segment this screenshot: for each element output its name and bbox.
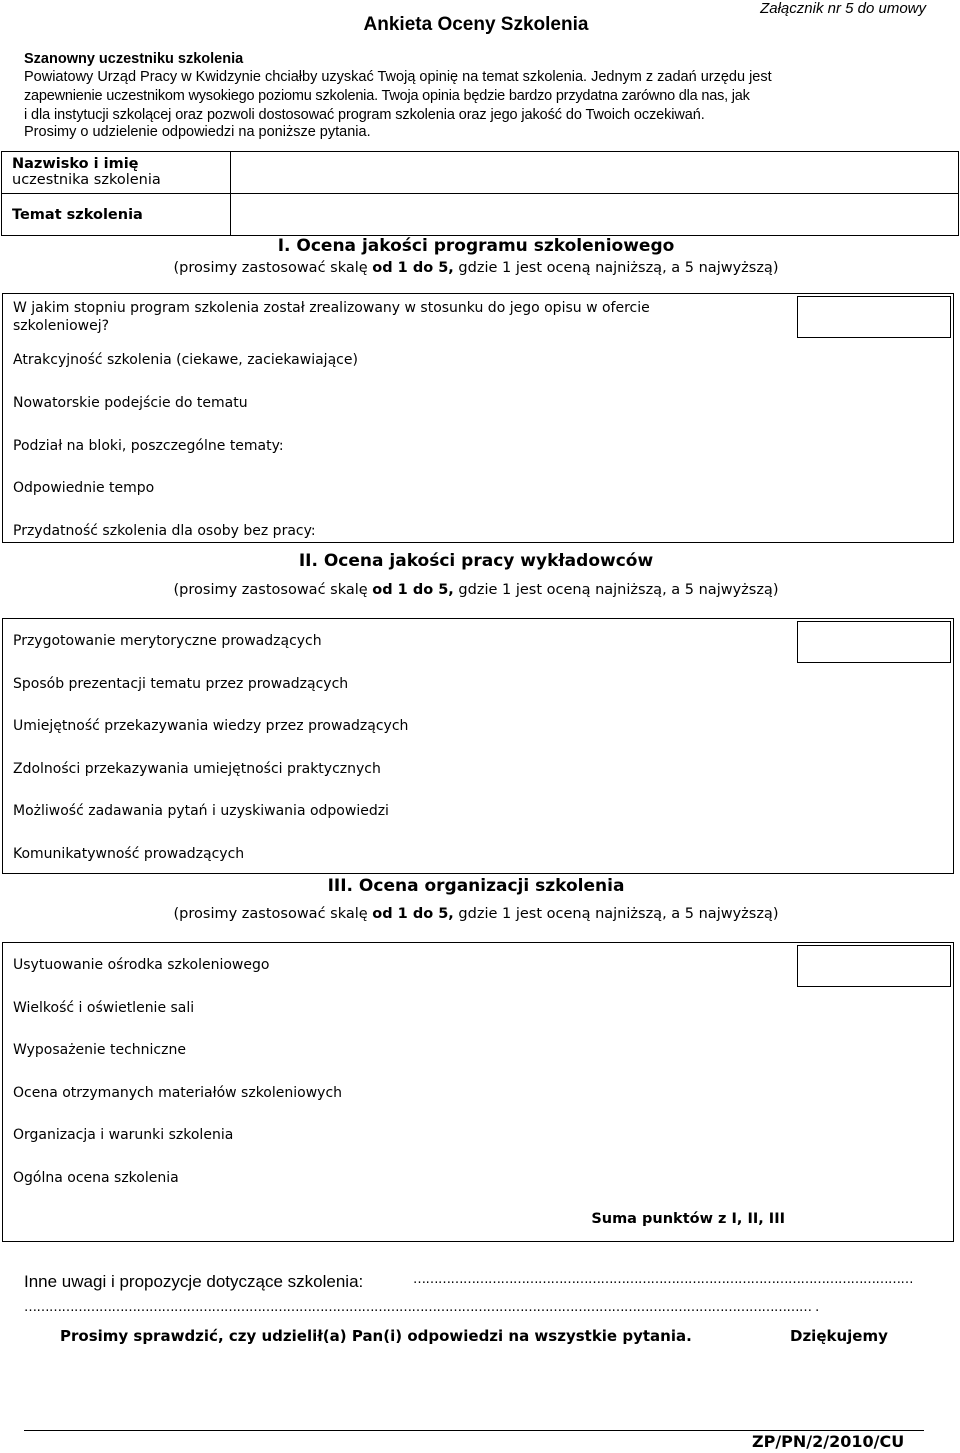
topic-label-cell bbox=[2, 194, 231, 236]
question-text: W jakim stopniu program szkolenia został zrealizowany w stosunku do jego opisu w ofercie bbox=[13, 300, 650, 316]
topic-label: Temat szkolenia bbox=[12, 206, 143, 223]
section-2-scale-note bbox=[0, 582, 952, 598]
intro-line-4: Prosimy o udzielenie odpowiedzi na poniższe pytania. bbox=[24, 124, 371, 140]
section-3-heading: III. Ocena organizacji szkolenia bbox=[327, 876, 625, 896]
participant-table bbox=[1, 151, 959, 236]
question-text: Usytuowanie ośrodka szkoleniowego bbox=[13, 957, 270, 973]
sum-label: Suma punktów z I, II, III bbox=[591, 1211, 785, 1227]
question-text: szkoleniowej? bbox=[13, 318, 110, 334]
question-text: Umiejętność przekazywania wiedzy przez prowadzących bbox=[13, 718, 409, 734]
section-3-table bbox=[2, 942, 954, 1242]
question-text: Przygotowanie merytoryczne prowadzących bbox=[13, 633, 322, 649]
name-label: Nazwisko i imię bbox=[12, 156, 139, 172]
intro-line-1: Powiatowy Urząd Pracy w Kwidzynie chciałby uzyskać Twoją opinię na temat szkolenia. Jednym z zadań urzędu jest bbox=[24, 69, 772, 85]
scale-note-bold: od 1 do 5, bbox=[372, 906, 454, 922]
page-title: Ankieta Oceny Szkolenia bbox=[363, 14, 589, 35]
topic-field[interactable] bbox=[231, 194, 959, 236]
question-text: Nowatorskie podejście do tematu bbox=[13, 395, 248, 411]
scale-note-prefix: (prosimy zastosować skalę bbox=[173, 260, 373, 276]
scale-note-prefix: (prosimy zastosować skalę bbox=[173, 582, 373, 598]
question-text: Wyposażenie techniczne bbox=[13, 1042, 186, 1058]
question-text: Możliwość zadawania pytań i uzyskiwania odpowiedzi bbox=[13, 803, 389, 819]
other-remarks-line-2[interactable]: ……………………………………………………………………………………………………………………………………………………………………… . bbox=[24, 1300, 819, 1315]
score-box[interactable] bbox=[797, 296, 951, 338]
check-answers-note: Prosimy sprawdzić, czy udzielił(a) Pan(i) odpowiedzi na wszystkie pytania. bbox=[60, 1327, 692, 1345]
scale-note-suffix: gdzie 1 jest oceną najniższą, a 5 najwyższą) bbox=[453, 906, 779, 922]
scale-note-bold: od 1 do 5, bbox=[372, 260, 454, 276]
question-text: Komunikatywność prowadzących bbox=[13, 846, 245, 862]
score-box[interactable] bbox=[797, 945, 951, 987]
document-code: ZP/PN/2/2010/CU bbox=[752, 1432, 905, 1451]
scale-note-bold: od 1 do 5, bbox=[372, 582, 454, 598]
question-text: Atrakcyjność szkolenia (ciekawe, zaciekawiające) bbox=[13, 352, 358, 368]
score-box[interactable] bbox=[797, 621, 951, 663]
intro-line-2: zapewnienie uczestnikom wysokiego poziomu szkolenia. Twoja opinia będzie bardzo przydatna zarówno dla nas, jak bbox=[24, 88, 750, 104]
section-1-heading: I. Ocena jakości programu szkoleniowego bbox=[277, 236, 675, 256]
question-text: Odpowiednie tempo bbox=[13, 480, 155, 496]
scale-note-prefix: (prosimy zastosować skalę bbox=[173, 906, 373, 922]
scale-note-suffix: gdzie 1 jest oceną najniższą, a 5 najwyższą) bbox=[453, 260, 779, 276]
question-text: Zdolności przekazywania umiejętności praktycznych bbox=[13, 761, 381, 777]
section-2-heading: II. Ocena jakości pracy wykładowców bbox=[298, 551, 654, 571]
question-text: Przydatność szkolenia dla osoby bez pracy: bbox=[13, 523, 316, 539]
name-label-sub: uczestnika szkolenia bbox=[12, 172, 161, 188]
question-text: Podział na bloki, poszczególne tematy: bbox=[13, 438, 284, 454]
section-3-scale-note bbox=[0, 906, 952, 922]
section-1-scale-note bbox=[0, 260, 952, 276]
footer-divider bbox=[24, 1430, 924, 1431]
section-2-table bbox=[2, 618, 954, 874]
question-text: Ocena otrzymanych materiałów szkoleniowych bbox=[13, 1085, 343, 1101]
other-remarks-label: Inne uwagi i propozycje dotyczące szkolenia: bbox=[24, 1272, 364, 1291]
question-text: Wielkość i oświetlenie sali bbox=[13, 1000, 195, 1016]
scale-note-suffix: gdzie 1 jest oceną najniższą, a 5 najwyższą) bbox=[453, 582, 779, 598]
intro-line-3: i dla instytucji szkolącej oraz pozwoli dostosować program szkolenia oraz jego jakość do Twoich oczekiwań. bbox=[24, 107, 705, 123]
question-text: Organizacja i warunki szkolenia bbox=[13, 1127, 234, 1143]
thanks-text: Dziękujemy bbox=[790, 1327, 888, 1345]
other-remarks-line-1[interactable]: ………………………………………………………………………………………………………… bbox=[413, 1272, 913, 1287]
section-1-table bbox=[2, 293, 954, 543]
greeting: Szanowny uczestniku szkolenia bbox=[24, 51, 244, 67]
annex-label: Załącznik nr 5 do umowy bbox=[760, 0, 926, 17]
name-field[interactable] bbox=[231, 152, 959, 194]
question-text: Ogólna ocena szkolenia bbox=[13, 1170, 179, 1186]
question-text: Sposób prezentacji tematu przez prowadzących bbox=[13, 676, 349, 692]
name-label-cell bbox=[2, 152, 231, 194]
